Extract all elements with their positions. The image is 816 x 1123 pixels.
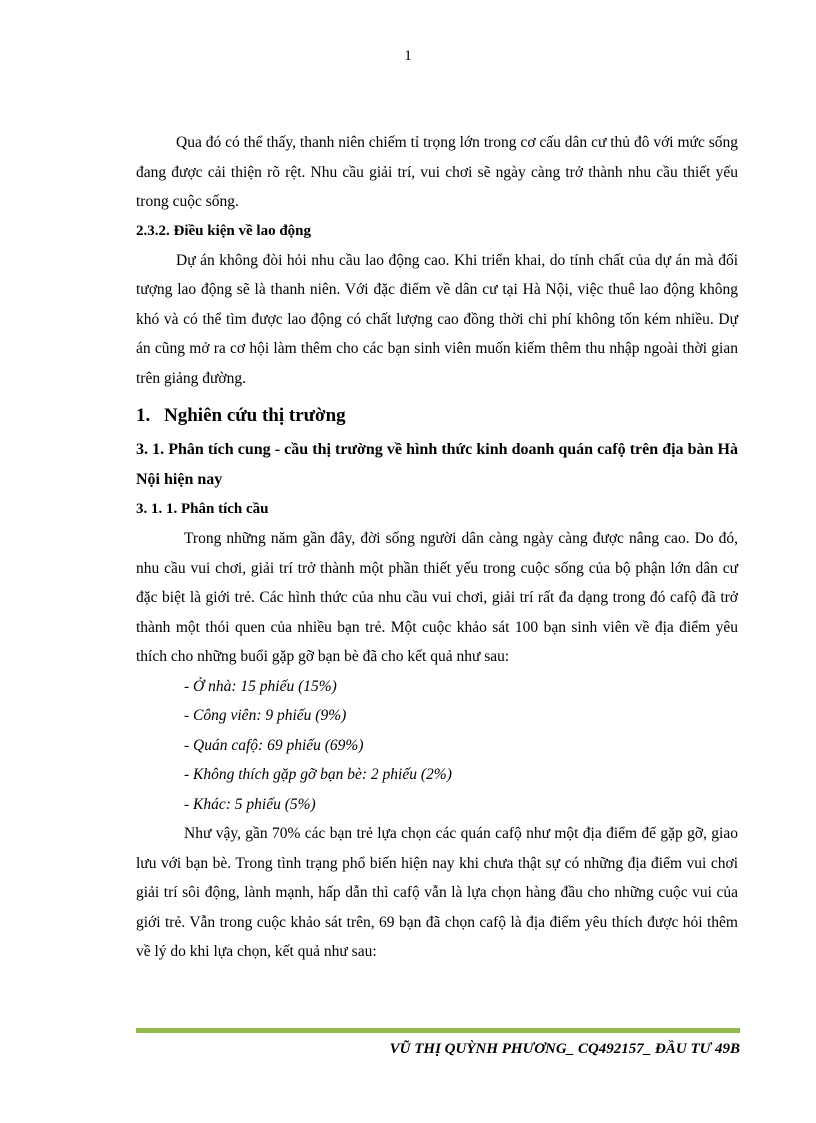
section-3-1-1-heading: 3. 1. 1. Phân tích cầu <box>136 501 269 517</box>
list-item: - Ở nhà: 15 phiếu (15%) <box>184 677 337 695</box>
section-3-1-1-paragraph-2: Như vậy, gần 70% các bạn trẻ lựa chọn các quán cafộ như một địa điểm để gặp gỡ, giao lưu với bạn bè. Trong tình trạng phổ biến hiện nay khi chưa thật sự có những địa điểm vui chơi giải trí sôi động, lành mạnh, hấp dẫn thì cafộ vẫn là lựa chọn hàng đầu cho những cuộc vui của giới trẻ. Vẫn trong cuộc khảo sát trên, 69 bạn đã chọn cafộ là địa điểm yêu thích được hỏi thêm về lý do khi lựa chọn, kết quả như sau: <box>136 825 738 960</box>
footer-rule <box>136 1028 740 1033</box>
section-2-3-2-paragraph: Dự án không đòi hỏi nhu cầu lao động cao. Khi triển khai, do tính chất của dự án mà đối tượng lao động sẽ là thanh niên. Với đặc điểm về dân cư tại Hà Nội, việc thuê lao động không khó và có thể tìm được lao động có chất lượng cao đồng thời chi phí không tốn kém nhiều. Dự án cũng mở ra cơ hội làm thêm cho các bạn sinh viên muốn kiếm thêm thu nhập ngoài thời gian trên giảng đường. <box>136 251 738 387</box>
main-heading <box>136 404 738 428</box>
section-3-1-heading: 3. 1. Phân tích cung - cầu thị trường về hình thức kinh doanh quán cafộ trên địa bàn Hà Nội hiện nay <box>136 441 738 488</box>
page-number: 1 <box>404 48 412 64</box>
section-2-3-2-heading: 2.3.2. Điều kiện về lao động <box>136 222 312 239</box>
list-item: - Khác: 5 phiếu (5%) <box>184 795 316 813</box>
list-item: - Công viên: 9 phiếu (9%) <box>184 707 347 724</box>
main-heading-number: 1. <box>136 405 151 426</box>
list-item: - Không thích gặp gỡ bạn bè: 2 phiếu (2%) <box>184 766 452 783</box>
intro-paragraph: Qua đó có thể thấy, thanh niên chiếm tỉ trọng lớn trong cơ cấu dân cư thủ đô với mức sống đang được cải thiện rõ rệt. Nhu cầu giải trí, vui chơi sẽ ngày càng trở thành nhu cầu thiết yếu trong cuộc sống. <box>136 134 738 210</box>
survey-results-list <box>136 672 738 820</box>
main-heading-text: Nghiên cứu thị trường <box>164 405 346 426</box>
list-item: - Quán cafộ: 69 phiếu (69%) <box>184 736 364 754</box>
section-3-1-1-paragraph-1: Trong những năm gần đây, đời sống người dân càng ngày càng được nâng cao. Do đó, nhu cầu vui chơi, giải trí trở thành một phần thiết yếu trong cuộc sống của bộ phận lớn dân cư đặc biệt là giới trẻ. Các hình thức của nhu cầu vui chơi, giải trí rất đa dạng trong đó cafộ đã trở thành một thói quen của nhiều bạn trẻ. Một cuộc khảo sát 100 bạn sinh viên về địa điểm yêu thích cho những buổi gặp gỡ bạn bè đã cho kết quả như sau: <box>136 530 738 665</box>
document-body <box>136 128 738 967</box>
footer-author: VŨ THỊ QUỲNH PHƯƠNG_ CQ492157_ ĐẦU TƯ 49B <box>389 1041 740 1057</box>
